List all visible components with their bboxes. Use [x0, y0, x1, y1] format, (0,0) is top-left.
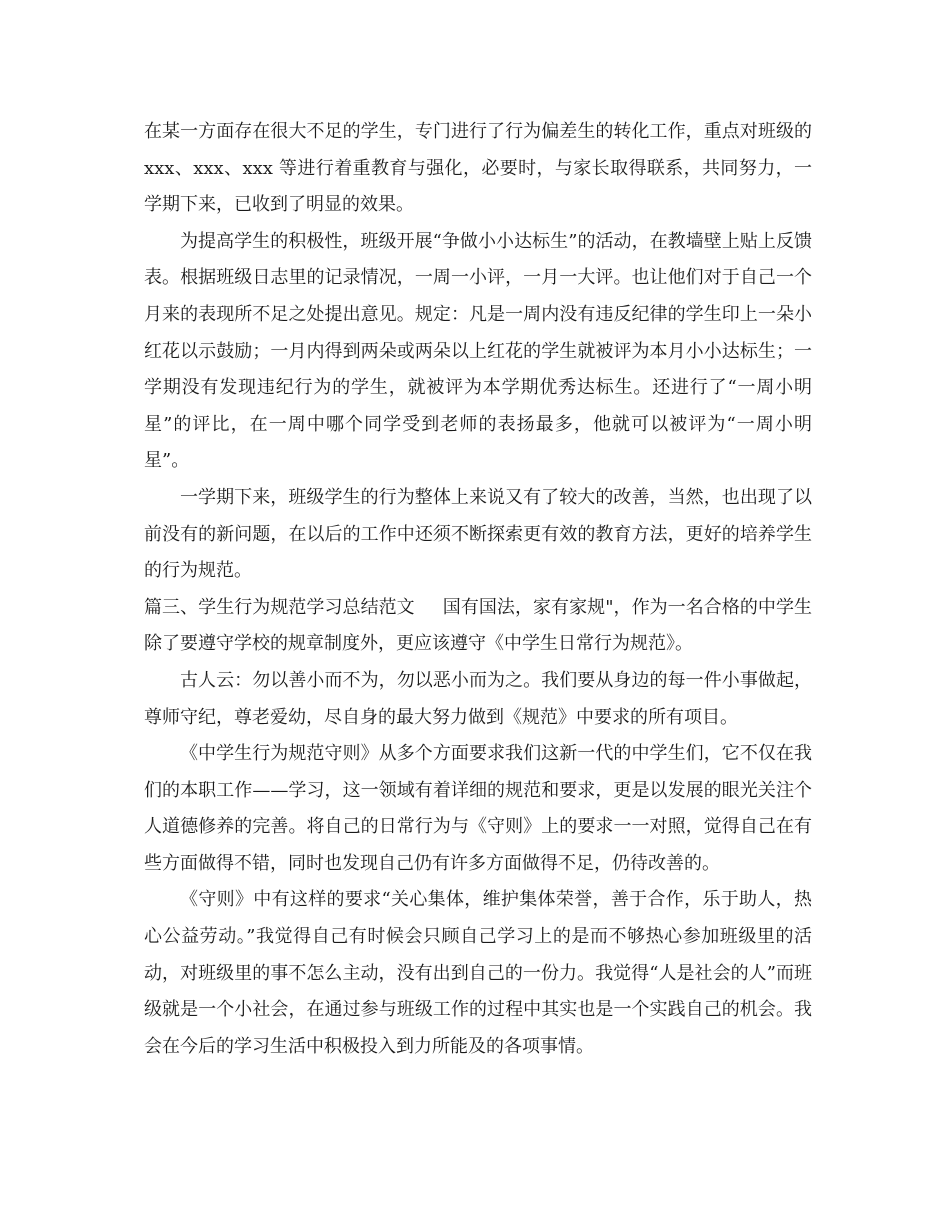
- document-page: [144, 114, 812, 1065]
- paragraph-2: 为提高学生的积极性，班级开展“争做小小达标生”的活动，在教墙壁上贴上反馈表。根据班级日志里的记录情况，一周一小评，一月一大评。也让他们对于自己一个月来的表现所不足之处提出意见。规定：凡是一周内没有违反纪律的学生印上一朵小红花以示鼓励；一月内得到两朵或两朵以上红花的学生就被评为本月小小达标生；一学期没有发现违纪行为的学生，就被评为本学期优秀达标生。还进行了“一周小明星”的评比，在一周中哪个同学受到老师的表扬最多，他就可以被评为“一周小明星”。: [144, 230, 812, 472]
- section-heading-title: 篇三、学生行为规范学习总结范文: [144, 596, 415, 618]
- paragraph-3: 一学期下来，班级学生的行为整体上来说又有了较大的改善，当然，也出现了以前没有的新问题，在以后的工作中还须不断探索更有效的教育方法，更好的培养学生的行为规范。: [144, 486, 812, 582]
- section-heading-paragraph: [144, 590, 812, 663]
- paragraph-5: 《中学生行为规范守则》从多个方面要求我们这新一代的中学生们，它不仅在我们的本职工作——学习，这一领域有着详细的规范和要求，更是以发展的眼光关注个人道德修养的完善。将自己的日常行为与《守则》上的要求一一对照，觉得自己在有些方面做得不错，同时也发现自己仍有许多方面做得不足，仍待改善的。: [144, 743, 812, 874]
- paragraph-4: 古人云：勿以善小而不为，勿以恶小而为之。我们要从身边的每一件小事做起，尊师守纪，尊老爱幼，尽自身的最大努力做到《规范》中要求的所有项目。: [144, 669, 812, 728]
- paragraph-1: 在某一方面存在很大不足的学生，专门进行了行为偏差生的转化工作，重点对班级的 xxx、xxx、xxx 等进行着重教育与强化，必要时，与家长取得联系，共同努力，一学期下来，已收到了明显的效果。: [144, 121, 812, 216]
- section-heading-text: 国有国法，家有家规"，作为一名合格的中学生除了要遵守学校的规章制度外，更应该遵守《中学生日常行为规范》。: [144, 596, 812, 655]
- paragraph-6: 《守则》中有这样的要求“关心集体，维护集体荣誉，善于合作，乐于助人，热心公益劳动。”我觉得自己有时候会只顾自己学习上的是而不够热心参加班级里的活动，对班级里的事不怎么主动，没有出到自己的一份力。我觉得“人是社会的人”而班级就是一个小社会，在通过参与班级工作的过程中其实也是一个实践自己的机会。我会在今后的学习生活中积极投入到力所能及的各项事情。: [144, 889, 812, 1057]
